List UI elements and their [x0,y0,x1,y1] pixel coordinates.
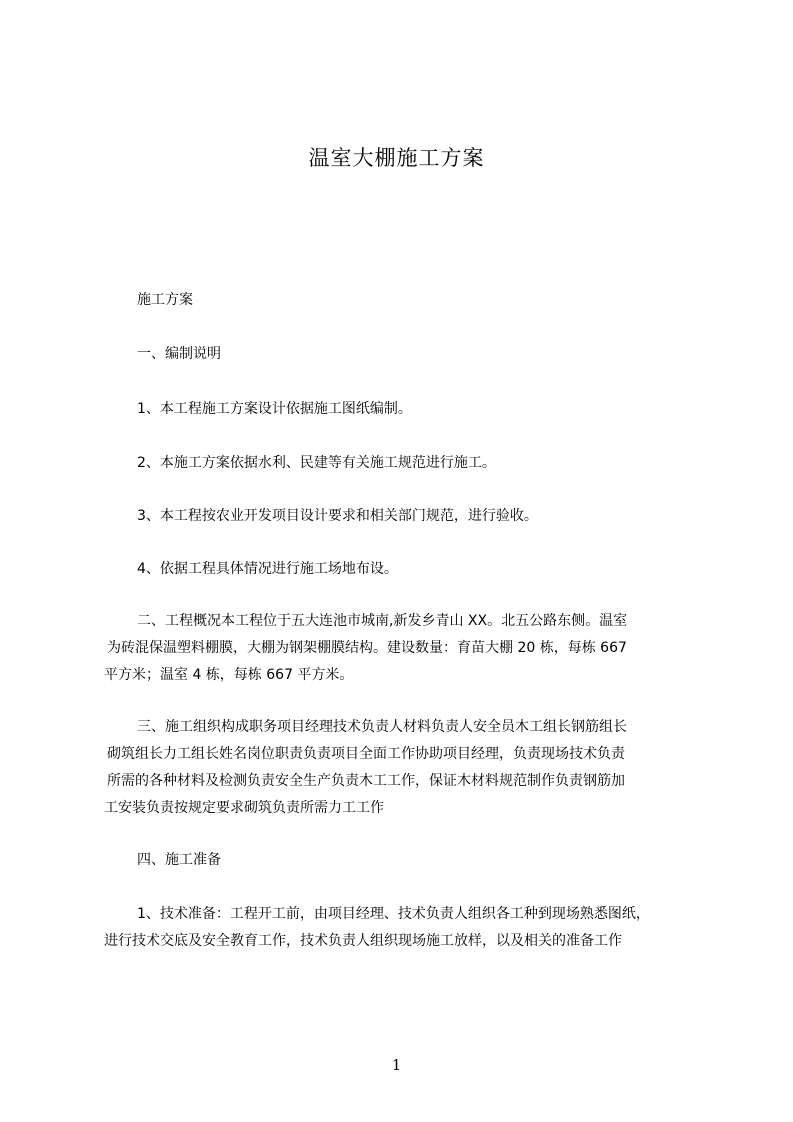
page-number: 1 [391,1056,402,1074]
text-line: 平方米；温室 4 栋，每栋 667 平方米。 [104,667,354,683]
text-line: 一、编制说明 [137,346,221,362]
text-line: 三、施工组织构成职务项目经理技术负责人材料负责人安全员木工组长钢筋组长 [137,719,627,735]
text-line: 工安装负责按规定要求砌筑负责所需力工工作 [104,800,384,816]
text-line: 2、本施工方案依据水利、民建等有关施工规范进行施工。 [137,455,496,471]
text-line: 二、工程概况本工程位于五大连池市城南,新发乡青山 XX。北五公路东侧。温室 [137,613,628,629]
text-line: 砌筑组长力工组长姓名岗位职责负责项目全面工作协助项目经理，负责现场技术负责 [107,746,625,762]
text-line: 进行技术交底及安全教育工作，技术负责人组织现场施工放样，以及相关的准备工作 [104,933,622,949]
text-line: 1、技术准备：工程开工前，由项目经理、技术负责人组织各工种到现场熟悉图纸， [137,906,650,922]
text-line: 施工方案 [137,292,193,308]
document-title: 温室大棚施工方案 [308,146,485,170]
text-line: 1、本工程施工方案设计依据施工图纸编制。 [137,401,412,417]
text-line: 4、依据工程具体情况进行施工场地布设。 [137,561,398,577]
text-line: 四、施工准备 [137,852,221,868]
text-line: 所需的各种材料及检测负责安全生产负责木工工作，保证木材料规范制作负责钢筋加 [107,773,625,789]
text-line: 为砖混保温塑料棚膜，大棚为钢架棚膜结构。建设数量：育苗大棚 20 栋，每栋 667 [107,640,627,656]
text-line: 3、本工程按农业开发项目设计要求和相关部门规范，进行验收。 [137,508,538,524]
